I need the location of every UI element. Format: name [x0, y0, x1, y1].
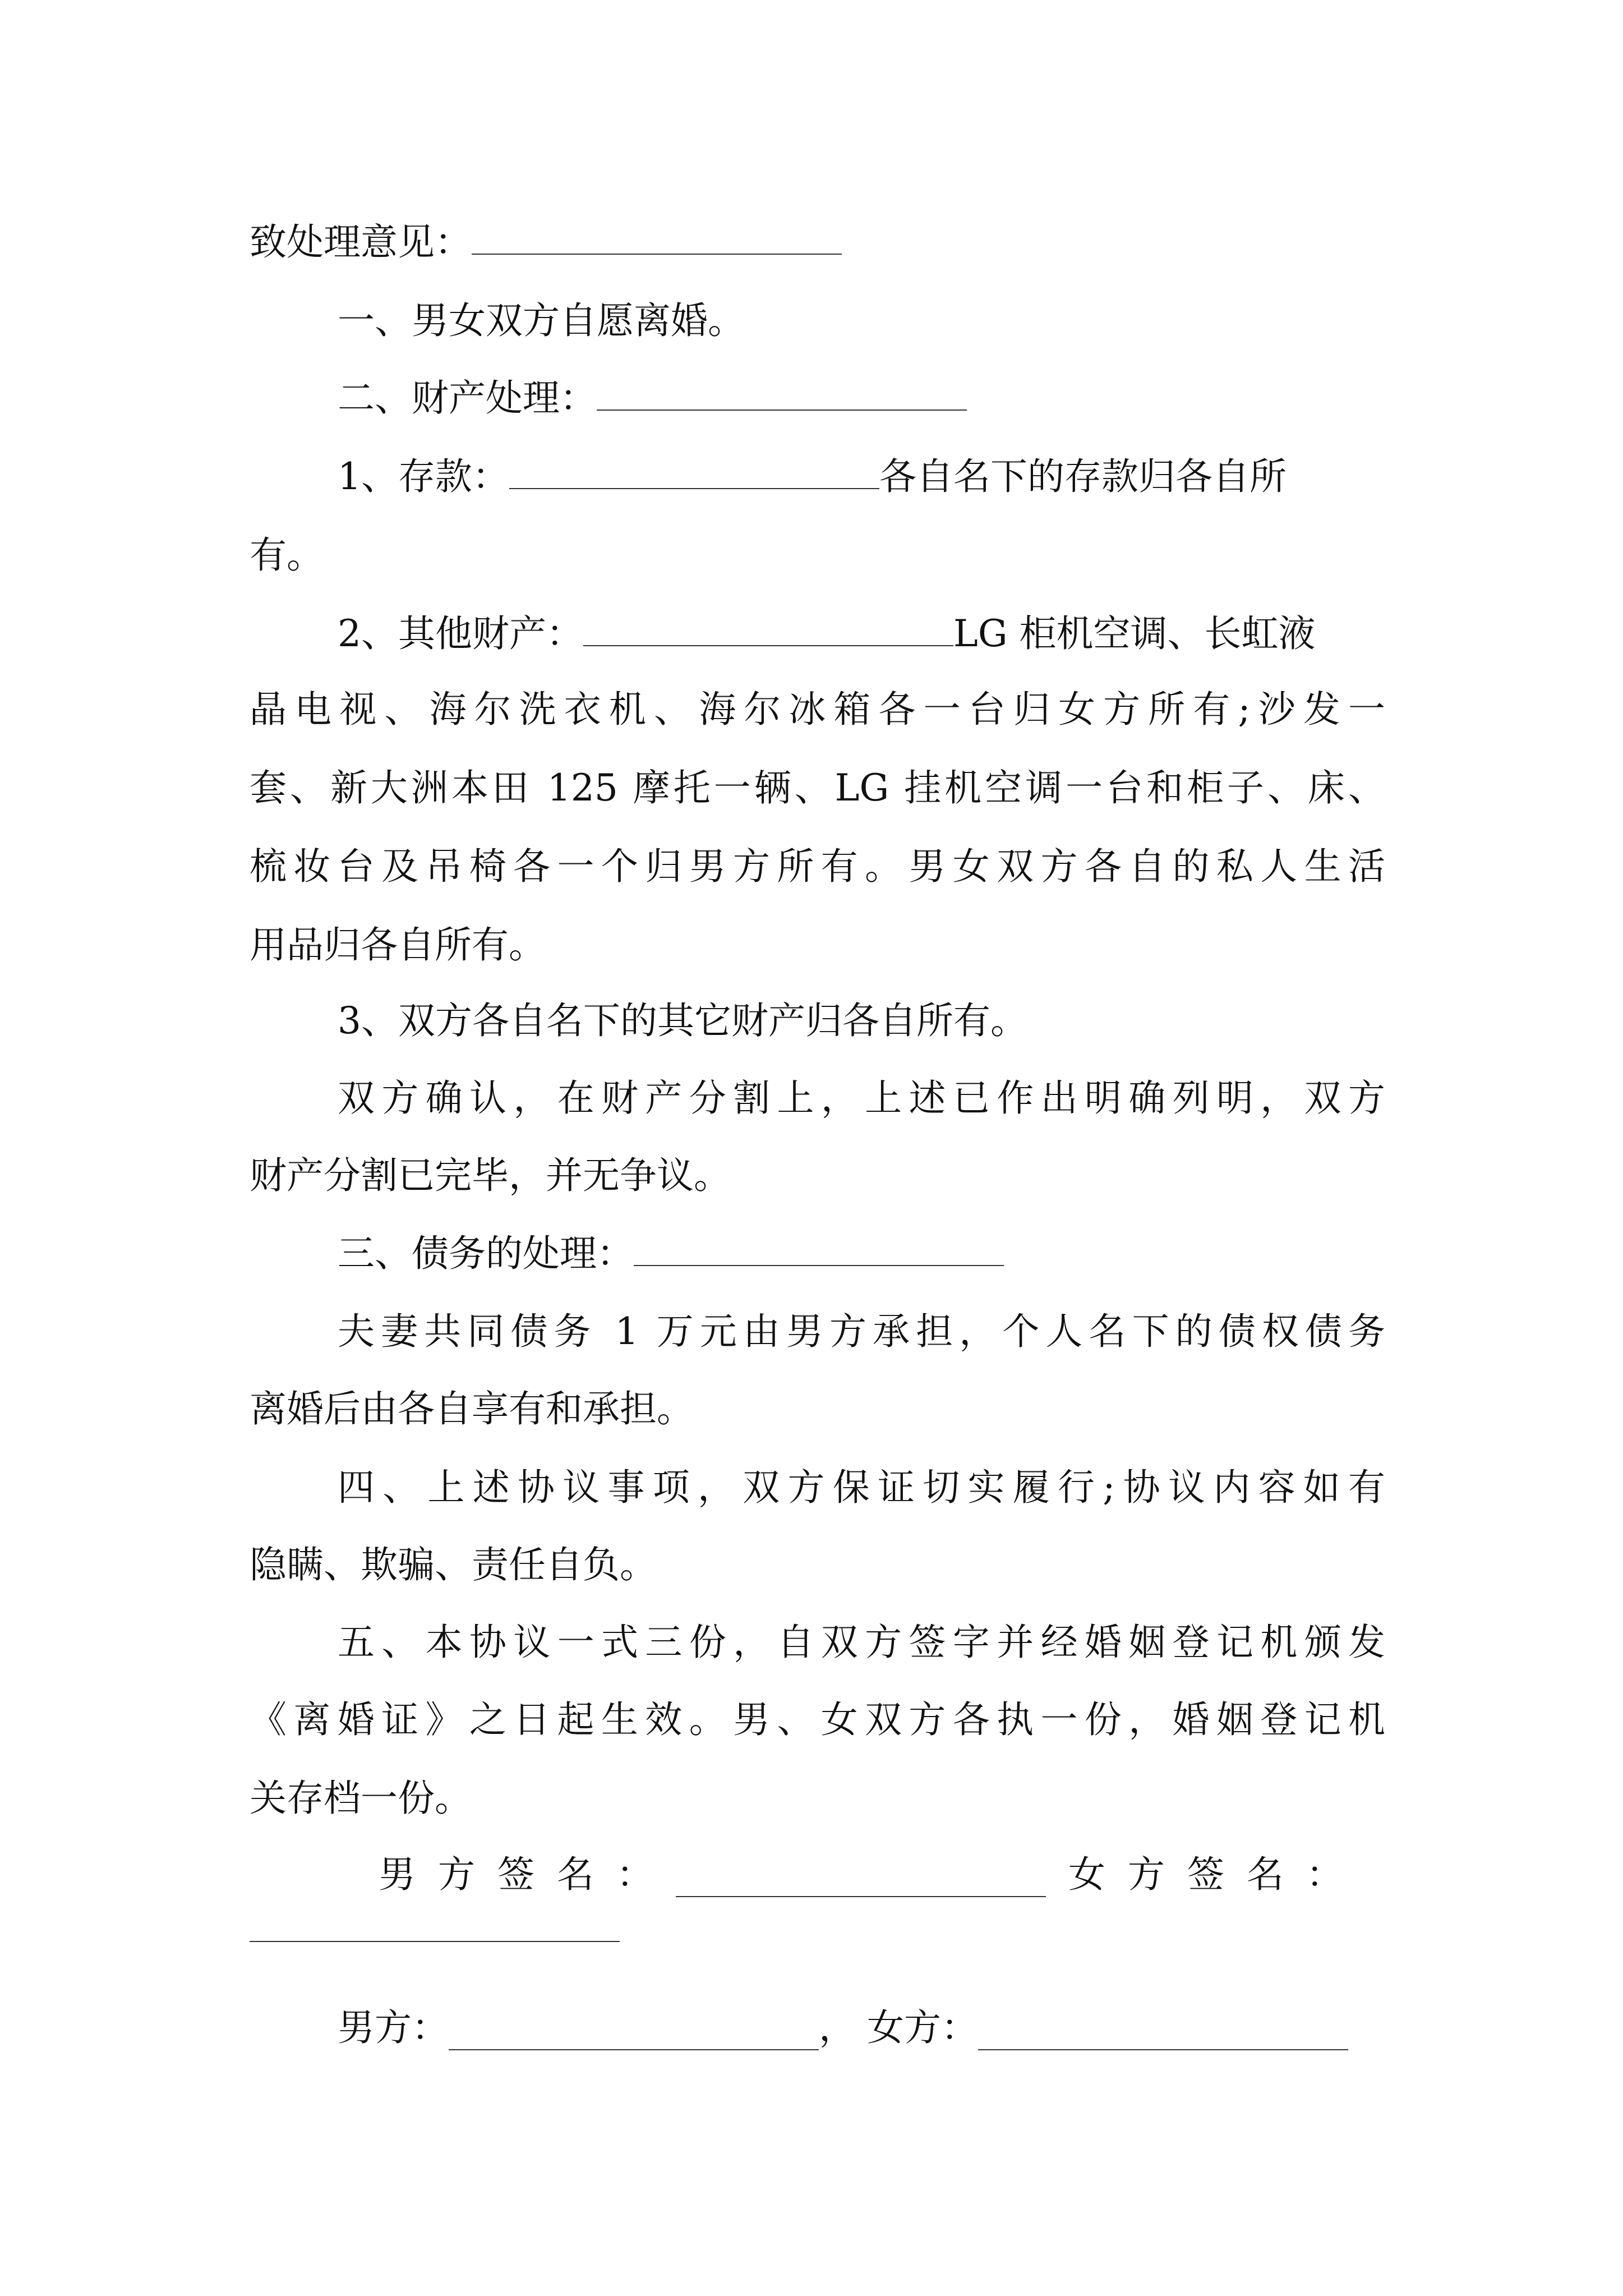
male-signature-label: 男方签名：: [379, 1853, 676, 1896]
item-4-line-1: 四、上述协议事项，双方保证切实履行;协议内容如有: [338, 1466, 1385, 1509]
item-2-line: [338, 376, 1385, 421]
opinion-label: 致处理意见：: [250, 220, 472, 264]
female-label: 女方：: [867, 2006, 978, 2049]
signature-row: [250, 1852, 1385, 1897]
other-property-line-4: 梳妆台及吊椅各一个归男方所有。男女双方各自的私人生活: [250, 845, 1385, 888]
other-property-line-2: 晶电视、海尔洗衣机、海尔冰箱各一台归女方所有;沙发一: [250, 688, 1385, 731]
comma-separator: ，: [819, 2006, 856, 2049]
other-property-label: 2、其他财产：: [338, 612, 583, 655]
other-property-tail: LG 柜机空调、长虹液: [953, 612, 1316, 655]
item-2-label: 二、财产处理：: [338, 376, 597, 420]
opinion-blank[interactable]: [472, 222, 842, 255]
item-5-line-3: 关存档一份。: [250, 1777, 472, 1820]
deposit-line-2: 有。: [250, 533, 324, 577]
deposit-label: 1、存款：: [338, 455, 509, 498]
item-5-line-1: 五、本协议一式三份，自双方签字并经婚姻登记机颁发: [338, 1621, 1385, 1664]
confirm-line-2: 财产分割已完毕，并无争议。: [250, 1154, 731, 1197]
male-signature-blank[interactable]: [676, 1865, 1046, 1897]
debt-line-1: 夫妻共同债务 1 万元由男方承担，个人名下的债权债务: [338, 1310, 1385, 1353]
male-name-blank[interactable]: [449, 2018, 819, 2050]
item-4-line-2: 隐瞒、欺骗、责任自负。: [250, 1543, 657, 1586]
item-2-blank[interactable]: [597, 378, 967, 411]
female-name-blank[interactable]: [978, 2018, 1348, 2050]
deposit-blank[interactable]: [509, 457, 879, 489]
deposit-line: [338, 454, 1385, 499]
debt-label: 三、债务的处理：: [338, 1232, 634, 1275]
debt-line-2: 离婚后由各自享有和承担。: [250, 1387, 694, 1430]
other-property-blank[interactable]: [583, 614, 953, 646]
item-5-line-2: 《离婚证》之日起生效。男、女双方各执一份，婚姻登记机: [250, 1698, 1385, 1741]
opinion-line: [250, 220, 1385, 265]
female-signature-blank[interactable]: [250, 1941, 620, 1942]
other-property-line: [338, 611, 1385, 656]
other-property-line-3: 套、新大洲本田 125 摩托一辆、LG 挂机空调一台和柜子、床、: [250, 766, 1385, 809]
other-property-line-5: 用品归各自所有。: [250, 923, 546, 967]
item-3-property: 3、双方各自名下的其它财产归各自所有。: [338, 999, 1027, 1042]
male-label: 男方：: [338, 2006, 449, 2049]
deposit-tail: 各自名下的存款归各自所: [879, 455, 1287, 498]
item-1: 一、男女双方自愿离婚。: [338, 299, 745, 342]
female-signature-label: 女方签名：: [1068, 1853, 1366, 1896]
debt-blank[interactable]: [634, 1234, 1004, 1266]
final-names-row: [250, 2005, 1385, 2050]
debt-line: [338, 1231, 1385, 1276]
confirm-line-1: 双方确认，在财产分割上，上述已作出明确列明，双方: [338, 1076, 1385, 1120]
